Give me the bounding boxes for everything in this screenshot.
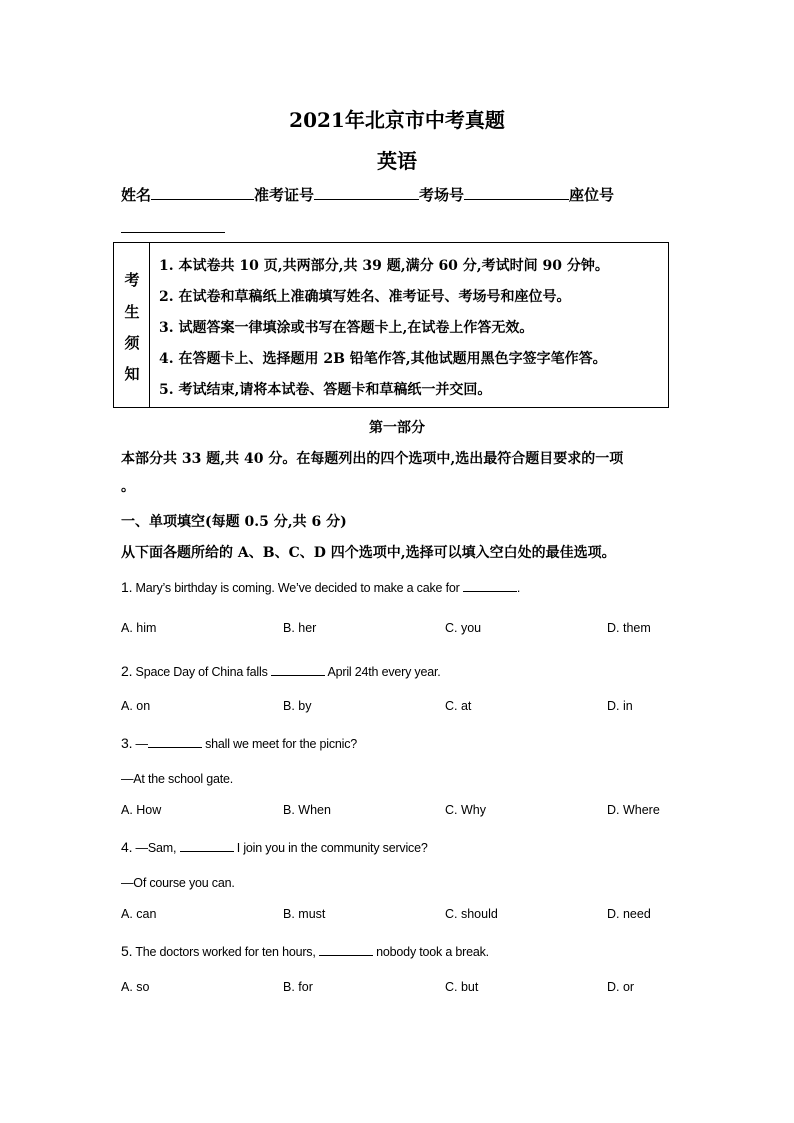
- seat-label: 座位号: [569, 186, 615, 204]
- question-text-post: .: [516, 581, 521, 595]
- option-a[interactable]: A. on: [121, 699, 151, 713]
- room-label: 考场号: [419, 186, 465, 204]
- option-d[interactable]: D. them: [607, 621, 651, 635]
- room-blank[interactable]: [464, 185, 569, 200]
- exam-id-label: 准考证号: [254, 186, 315, 204]
- question-number: 1.: [121, 579, 133, 595]
- answer-blank[interactable]: [319, 945, 373, 956]
- answer-blank[interactable]: [148, 737, 202, 748]
- notice-item: 1. 本试卷共 10 页,共两部分,共 39 题,满分 60 分,考试时间 90 分钟。: [159, 258, 609, 274]
- question-text-post: shall we meet for the picnic?: [201, 737, 358, 751]
- notice-side-char: 须: [124, 334, 140, 352]
- option-b[interactable]: B. must: [283, 907, 326, 921]
- notice-side-label: [114, 243, 150, 407]
- name-blank[interactable]: [151, 185, 254, 200]
- question-text-post: April 24th every year.: [324, 665, 441, 679]
- option-c[interactable]: C. you: [445, 621, 482, 635]
- option-c[interactable]: C. should: [445, 907, 498, 921]
- question-number: 5.: [121, 943, 133, 959]
- option-c[interactable]: C. at: [445, 699, 472, 713]
- option-b[interactable]: B. When: [283, 803, 331, 817]
- notice-side-char: 考: [124, 271, 140, 289]
- part-intro: 本部分共 33 题,共 40 分。在每题列出的四个选项中,选出最符合题目要求的一项: [121, 451, 624, 467]
- question-3: [121, 735, 357, 751]
- section-instruction: 从下面各题所给的 A、B、C、D 四个选项中,选择可以填入空白处的最佳选项。: [121, 545, 616, 561]
- name-label: 姓名: [121, 186, 152, 204]
- question-text-pre: The doctors worked for ten hours,: [132, 945, 316, 959]
- question-number: 2.: [121, 663, 133, 679]
- notice-item: 2. 在试卷和草稿纸上准确填写姓名、准考证号、考场号和座位号。: [159, 289, 571, 305]
- candidate-info-row: [121, 184, 614, 205]
- option-d[interactable]: D. need: [607, 907, 651, 921]
- notice-item: 5. 考试结束,请将本试卷、答题卡和草稿纸一并交回。: [159, 382, 492, 398]
- question-4: [121, 839, 428, 855]
- exam-id-blank[interactable]: [314, 185, 419, 200]
- part-intro-cont: 。: [121, 479, 135, 495]
- question-reply: —At the school gate.: [121, 772, 234, 786]
- notice-side-char: 知: [124, 365, 140, 383]
- question-text-pre: —: [132, 737, 148, 751]
- question-number: 3.: [121, 735, 133, 751]
- question-text-pre: —Sam,: [132, 841, 177, 855]
- question-text-post: nobody took a break.: [372, 945, 489, 959]
- option-a[interactable]: A. can: [121, 907, 157, 921]
- page-title: 2021年北京市中考真题: [289, 108, 505, 132]
- question-reply: —Of course you can.: [121, 876, 235, 890]
- notice-item: 4. 在答题卡上、选择题用 2B 铅笔作答,其他试题用黑色字签字笔作答。: [159, 351, 607, 367]
- option-a[interactable]: A. him: [121, 621, 157, 635]
- question-2: [121, 663, 441, 679]
- option-b[interactable]: B. her: [283, 621, 317, 635]
- option-d[interactable]: D. in: [607, 699, 633, 713]
- notice-side-char: 生: [124, 303, 140, 321]
- question-number: 4.: [121, 839, 133, 855]
- option-d[interactable]: D. or: [607, 980, 635, 994]
- option-d[interactable]: D. Where: [607, 803, 660, 817]
- candidate-notice-box: [113, 242, 669, 408]
- subject-title: 英语: [377, 149, 417, 173]
- option-a[interactable]: A. How: [121, 803, 162, 817]
- section-title: 一、单项填空(每题 0.5 分,共 6 分): [121, 514, 347, 530]
- part-heading: 第一部分: [369, 420, 425, 436]
- notice-item: 3. 试题答案一律填涂或书写在答题卡上,在试卷上作答无效。: [159, 320, 534, 336]
- option-c[interactable]: C. but: [445, 980, 479, 994]
- question-1: [121, 579, 520, 595]
- question-text-pre: Mary’s birthday is coming. We’ve decided to make a cake for: [132, 581, 460, 595]
- option-b[interactable]: B. for: [283, 980, 313, 994]
- question-text-post: I join you in the community service?: [233, 841, 428, 855]
- option-a[interactable]: A. so: [121, 980, 150, 994]
- answer-blank[interactable]: [180, 841, 234, 852]
- seat-blank[interactable]: [121, 220, 225, 233]
- answer-blank[interactable]: [271, 665, 325, 676]
- option-c[interactable]: C. Why: [445, 803, 486, 817]
- answer-blank[interactable]: [463, 581, 517, 592]
- question-5: [121, 943, 489, 959]
- option-b[interactable]: B. by: [283, 699, 312, 713]
- question-text-pre: Space Day of China falls: [132, 665, 268, 679]
